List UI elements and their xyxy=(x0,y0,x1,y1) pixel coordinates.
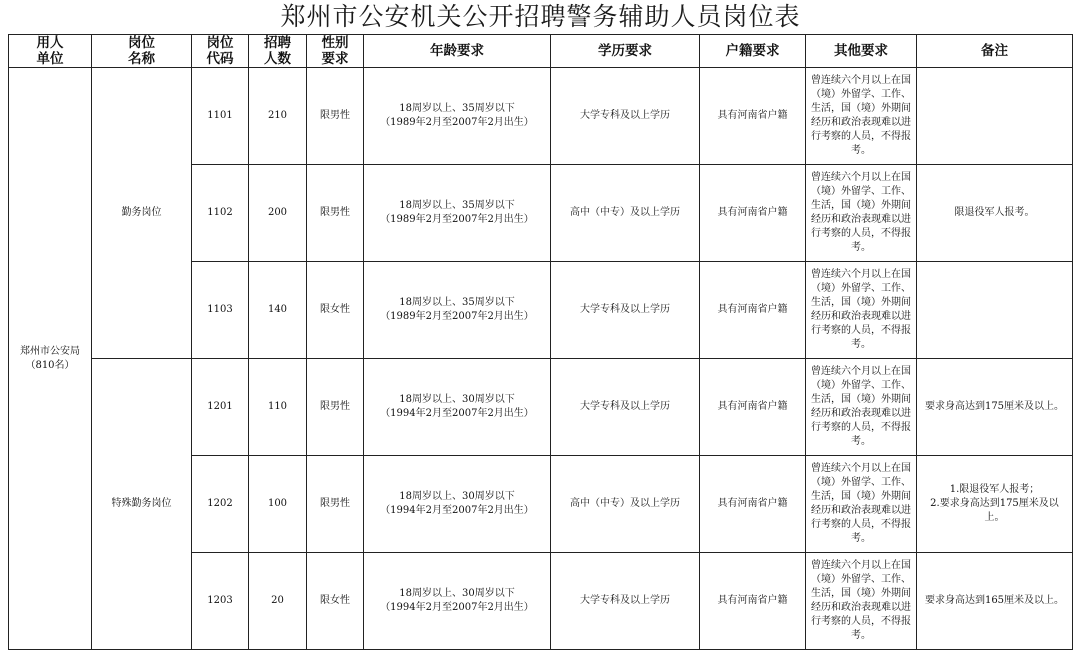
age-cell: 18周岁以上、30周岁以下 （1994年2月至2007年2月出生） xyxy=(364,553,551,650)
note-cell: 1.限退役军人报考； 2.要求身高达到175厘米及以上。 xyxy=(917,456,1073,553)
hukou-cell: 具有河南省户籍 xyxy=(700,165,806,262)
education-cell: 大学专科及以上学历 xyxy=(551,68,700,165)
hukou-cell: 具有河南省户籍 xyxy=(700,359,806,456)
age-cell: 18周岁以上、35周岁以下 （1989年2月至2007年2月出生） xyxy=(364,165,551,262)
other-requirements-cell: 曾连续六个月以上在国（境）外留学、工作、生活，国（境）外期间经历和政治表现难以进行考察的人员，不得报考。 xyxy=(806,165,917,262)
gender-cell: 限男性 xyxy=(307,359,364,456)
count-cell: 110 xyxy=(249,359,307,456)
hukou-cell: 具有河南省户籍 xyxy=(700,456,806,553)
header-other: 其他要求 xyxy=(806,35,917,68)
header-gender: 性别 要求 xyxy=(307,35,364,68)
education-cell: 大学专科及以上学历 xyxy=(551,262,700,359)
note-cell: 限退役军人报考。 xyxy=(917,165,1073,262)
post-code-cell: 1102 xyxy=(192,165,249,262)
other-requirements-cell: 曾连续六个月以上在国（境）外留学、工作、生活，国（境）外期间经历和政治表现难以进行考察的人员，不得报考。 xyxy=(806,262,917,359)
hukou-cell: 具有河南省户籍 xyxy=(700,68,806,165)
post-code-cell: 1103 xyxy=(192,262,249,359)
other-requirements-cell: 曾连续六个月以上在国（境）外留学、工作、生活，国（境）外期间经历和政治表现难以进行考察的人员，不得报考。 xyxy=(806,456,917,553)
header-unit: 用人 单位 xyxy=(9,35,92,68)
note-cell: 要求身高达到165厘米及以上。 xyxy=(917,553,1073,650)
count-cell: 140 xyxy=(249,262,307,359)
header-post-name: 岗位 名称 xyxy=(92,35,192,68)
other-requirements-cell: 曾连续六个月以上在国（境）外留学、工作、生活，国（境）外期间经历和政治表现难以进行考察的人员，不得报考。 xyxy=(806,359,917,456)
count-cell: 100 xyxy=(249,456,307,553)
gender-cell: 限男性 xyxy=(307,456,364,553)
table-row xyxy=(9,359,1073,456)
unit-cell: 郑州市公安局 （810名） xyxy=(9,68,92,650)
hukou-cell: 具有河南省户籍 xyxy=(700,262,806,359)
education-cell: 大学专科及以上学历 xyxy=(551,359,700,456)
gender-cell: 限男性 xyxy=(307,68,364,165)
recruitment-table xyxy=(8,34,1073,650)
education-cell: 高中（中专）及以上学历 xyxy=(551,165,700,262)
education-cell: 高中（中专）及以上学历 xyxy=(551,456,700,553)
header-education: 学历要求 xyxy=(551,35,700,68)
age-cell: 18周岁以上、30周岁以下 （1994年2月至2007年2月出生） xyxy=(364,359,551,456)
header-post-code: 岗位 代码 xyxy=(192,35,249,68)
age-cell: 18周岁以上、30周岁以下 （1994年2月至2007年2月出生） xyxy=(364,456,551,553)
age-cell: 18周岁以上、35周岁以下 （1989年2月至2007年2月出生） xyxy=(364,68,551,165)
count-cell: 20 xyxy=(249,553,307,650)
post-code-cell: 1203 xyxy=(192,553,249,650)
note-cell xyxy=(917,68,1073,165)
header-count: 招聘 人数 xyxy=(249,35,307,68)
note-cell: 要求身高达到175厘米及以上。 xyxy=(917,359,1073,456)
count-cell: 200 xyxy=(249,165,307,262)
header-row xyxy=(9,35,1073,68)
hukou-cell: 具有河南省户籍 xyxy=(700,553,806,650)
header-note: 备注 xyxy=(917,35,1073,68)
post-name-cell: 特殊勤务岗位 xyxy=(92,359,192,650)
count-cell: 210 xyxy=(249,68,307,165)
post-code-cell: 1101 xyxy=(192,68,249,165)
note-cell xyxy=(917,262,1073,359)
header-age: 年龄要求 xyxy=(364,35,551,68)
page-title: 郑州市公安机关公开招聘警务辅助人员岗位表 xyxy=(280,2,801,31)
other-requirements-cell: 曾连续六个月以上在国（境）外留学、工作、生活，国（境）外期间经历和政治表现难以进行考察的人员，不得报考。 xyxy=(806,68,917,165)
table-row xyxy=(9,68,1073,165)
post-code-cell: 1202 xyxy=(192,456,249,553)
header-hukou: 户籍要求 xyxy=(700,35,806,68)
table-body xyxy=(9,68,1073,650)
gender-cell: 限女性 xyxy=(307,262,364,359)
post-name-cell: 勤务岗位 xyxy=(92,68,192,359)
post-code-cell: 1201 xyxy=(192,359,249,456)
other-requirements-cell: 曾连续六个月以上在国（境）外留学、工作、生活，国（境）外期间经历和政治表现难以进行考察的人员，不得报考。 xyxy=(806,553,917,650)
education-cell: 大学专科及以上学历 xyxy=(551,553,700,650)
age-cell: 18周岁以上、35周岁以下 （1989年2月至2007年2月出生） xyxy=(364,262,551,359)
gender-cell: 限女性 xyxy=(307,553,364,650)
gender-cell: 限男性 xyxy=(307,165,364,262)
